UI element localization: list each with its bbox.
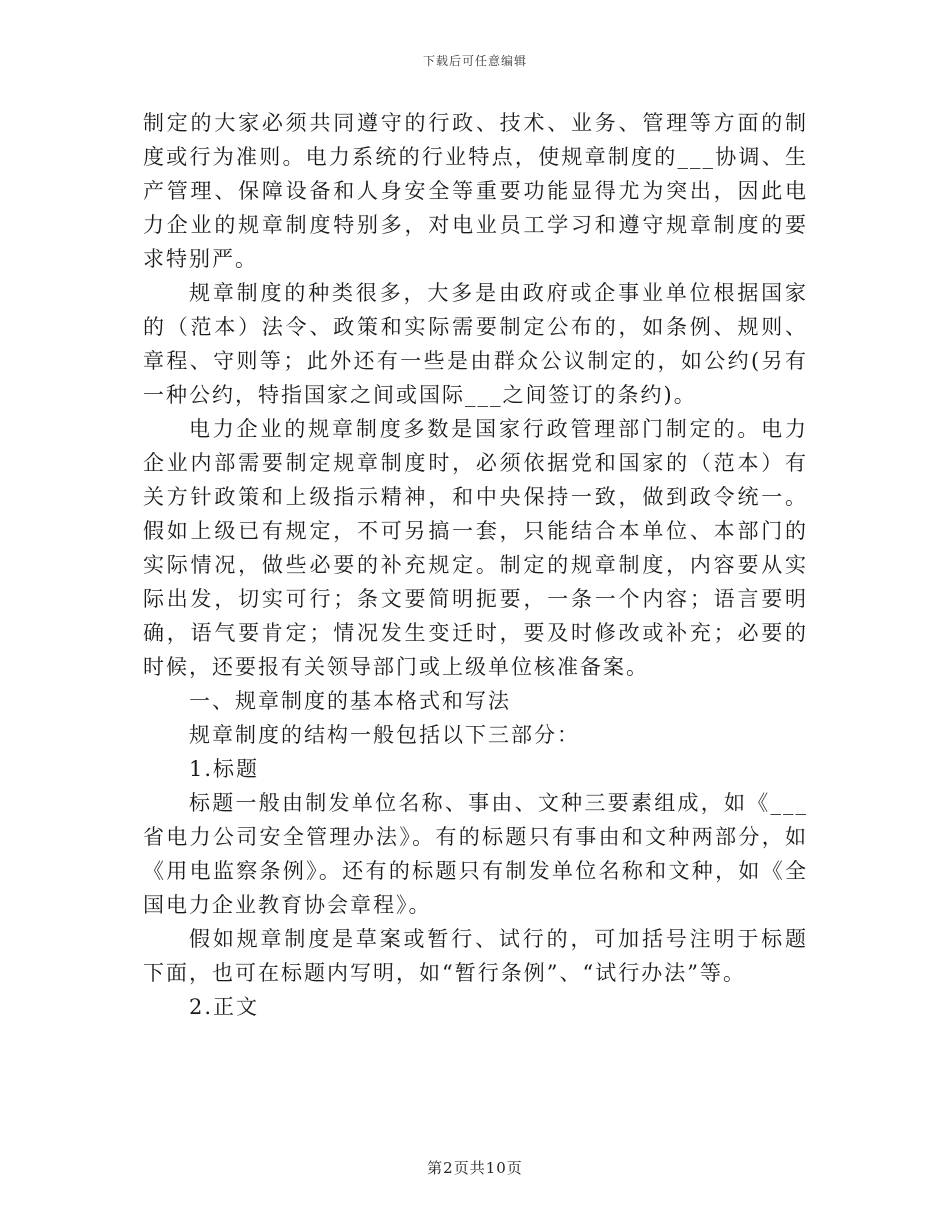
- paragraph-1: 制定的大家必须共同遵守的行政、技术、业务、管理等方面的制度或行为准则。电力系统的行业特点，使规章制度的___协调、生产管理、保障设备和人身安全等重要功能显得尤为突出，因此电力企业的规章制度特别多，对电业员工学习和遵守规章制度的要求特别严。: [143, 111, 808, 271]
- paragraph-draft-note: 假如规章制度是草案或暂行、试行的，可加括号注明于标题下面，也可在标题内写明，如“暂行条例”、“试行办法”等。: [143, 927, 808, 985]
- page-header: 下载后可任意编辑: [422, 54, 527, 68]
- paragraph-2: 规章制度的种类很多，大多是由政府或企事业单位根据国家的（范本）法令、政策和实际需要制定公布的，如条例、规则、章程、守则等；此外还有一些是由群众公议制定的，如公约(另有一种公约，特指国家之间或国际___之间签订的条约)。: [143, 281, 808, 407]
- paragraph-structure-intro: 规章制度的结构一般包括以下三部分：: [189, 723, 580, 747]
- page-footer: 第2页共10页: [427, 1159, 523, 1177]
- subheading-title: 1.标题: [189, 757, 260, 781]
- document-body: [143, 106, 808, 1024]
- paragraph-3: 电力企业的规章制度多数是国家行政管理部门制定的。电力企业内部需要制定规章制度时，必须依据党和国家的（范本）有关方针政策和上级指示精神，和中央保持一致，做到政令统一。假如上级已有规定，不可另搞一套，只能结合本单位、本部门的实际情况，做些必要的补充规定。制定的规章制度，内容要从实际出发，切实可行；条文要简明扼要，一条一个内容；语言要明确，语气要肯定；情况发生变迁时，要及时修改或补充；必要的时候，还要报有关领导部门或上级单位核准备案。: [143, 417, 808, 679]
- subheading-body: 2.正文: [189, 995, 260, 1019]
- paragraph-title-desc: 标题一般由制发单位名称、事由、文种三要素组成，如《___省电力公司安全管理办法》。有的标题只有事由和文种两部分，如《用电监察条例》。还有的标题只有制发单位名称和文种，如《全国电力企业教育协会章程》。: [143, 791, 808, 917]
- section-heading-1: 一、规章制度的基本格式和写法: [189, 689, 511, 713]
